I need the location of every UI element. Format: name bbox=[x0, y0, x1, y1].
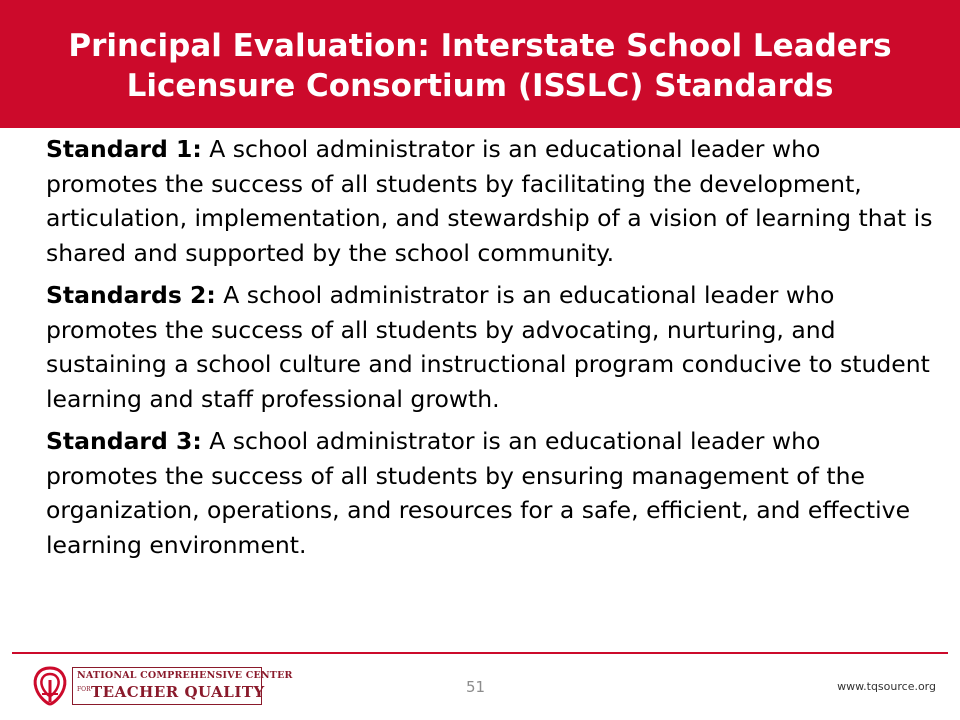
standard-3 bbox=[46, 424, 936, 562]
standard-1-text: A school administrator is an educational leader who promotes the success of all students by facilitating the development, articulation, implementation, and stewardship of a vision of learning that is shared and supported by the school community. bbox=[46, 135, 933, 267]
page-number: 51 bbox=[466, 678, 486, 696]
title-bar bbox=[0, 0, 960, 128]
standard-1 bbox=[46, 132, 936, 270]
standard-3-label: Standard 3: bbox=[46, 427, 202, 455]
page-title-line-2: Licensure Consortium (ISSLC) Standards bbox=[126, 68, 834, 104]
website-url: www.tqsource.org bbox=[837, 680, 936, 693]
logo-line-1: NATIONAL COMPREHENSIVE CENTER bbox=[77, 670, 293, 681]
page-title-line-1: Principal Evaluation: Interstate School Leaders bbox=[68, 28, 892, 64]
logo-for: FOR bbox=[77, 686, 91, 693]
logo-wordmark bbox=[72, 667, 293, 705]
ncctq-logo bbox=[30, 664, 293, 708]
standard-1-label: Standard 1: bbox=[46, 135, 202, 163]
standard-3-text: A school administrator is an educational leader who promotes the success of all students by ensuring management of the organization, operations, and resources for a safe, efficient, and effective learning environment. bbox=[46, 427, 911, 559]
standards-list bbox=[46, 132, 936, 570]
standard-2-text: A school administrator is an educational leader who promotes the success of all students by advocating, nurturing, and sustaining a school culture and instructional program conducive to student learning and staff professional growth. bbox=[46, 281, 930, 413]
footer-divider bbox=[12, 652, 948, 654]
logo-emblem-icon bbox=[30, 664, 70, 708]
standard-2-label: Standards 2: bbox=[46, 281, 216, 309]
logo-line-2: TEACHER QUALITY bbox=[91, 683, 265, 701]
standard-2 bbox=[46, 278, 936, 416]
